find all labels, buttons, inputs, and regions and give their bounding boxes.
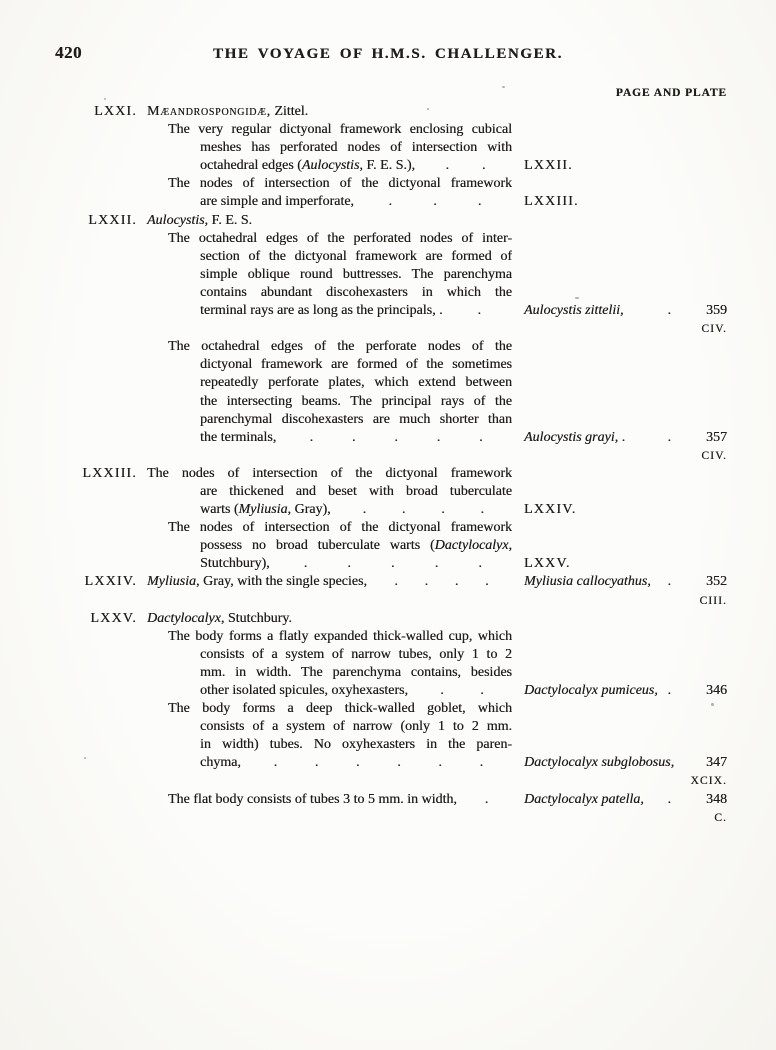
entry-text [147,483,512,501]
taxon-name: Dactylocalyx subglobosus, [524,755,675,771]
entry-text [147,139,512,157]
plate-number: C. [714,811,727,824]
entry-text [147,555,512,573]
index-line [0,754,776,772]
index-line [0,121,776,139]
text-segment: are simple and imperforate, [200,194,354,210]
text-segment: The octahedral edges of the perforated nodes of inter- [168,230,512,246]
cross-reference [524,501,674,519]
dot-leader: . . [440,683,484,698]
text-segment: Stutchbury), [200,556,270,572]
text-segment: the terminals, [200,429,277,445]
text-segment: are thickened and beset with broad tuberculate [200,483,512,499]
index-line [0,628,776,646]
index-line [0,791,776,809]
scan-speck [502,86,505,88]
entry-text [147,284,512,302]
plate-number: CIV. [701,323,727,336]
text-segment: The flat body consists of tubes 3 to 5 mm. in width, [168,791,457,807]
index-line [0,193,776,211]
text-segment: possess no broad tuberculate warts ( [200,538,435,554]
index-line [0,718,776,736]
index-line [0,212,776,230]
taxon-name: Myliusia callocyathus, [524,574,651,590]
separator-dot: . [667,429,671,445]
taxon-name: Dactylocalyx pumiceus, [524,683,658,698]
index-line [0,411,776,429]
text-segment: meshes has perforated nodes of intersection with [200,140,512,156]
index-line [0,230,776,248]
text-segment: section of the dictyonal framework are formed of [200,248,512,264]
text-segment: warts ( [200,502,239,518]
index-line [0,284,776,302]
dot-leader: . . . . . [309,429,483,445]
separator-dot: . [667,791,671,807]
entry-text [147,646,512,664]
page-number: 348 [706,791,727,807]
index-line [0,537,776,555]
cross-reference [524,157,674,175]
page-number: 346 [706,683,727,698]
text-segment: the intersecting beams. The principal rays of the [200,393,512,409]
index-line [0,393,776,411]
taxon-name: Dactylocalyx [147,610,221,626]
index-line [0,501,776,519]
text-segment: in width) tubes. No oxyhexasters in the paren- [200,737,512,753]
entry-text [147,103,512,121]
entry-text [147,501,512,519]
scan-speck [575,297,579,299]
text-segment: , Stutchbury. [220,610,292,626]
entry-text [147,791,512,809]
text-segment: The body forms a flatly expanded thick-walled cup, which [168,628,512,644]
text-segment: repeatedly perforate plates, which extend between [200,375,512,391]
index-line [0,664,776,682]
text-segment: , F. E. S.), [359,158,416,174]
index-line [0,157,776,175]
entry-text [147,573,512,591]
entry-text [147,664,512,682]
text-segment: , Gray), [287,502,331,518]
entry-text [147,175,512,193]
text-segment: LXXII. [524,158,573,174]
entry-text [147,393,512,411]
entry-text [147,302,512,320]
index-line [0,519,776,537]
text-segment: contains abundant discohexasters in which the [200,284,512,300]
entry-text [147,682,512,700]
entry-text [147,537,512,555]
entry-numeral: LXXV. [90,610,137,626]
dot-leader: . . . . . [303,556,482,572]
text-segment: parenchymal discohexasters are much shorter than [200,411,512,427]
text-segment: LXXIII. [524,194,579,210]
index-line [0,682,776,700]
index-line-plate [0,592,776,610]
index-line [0,248,776,266]
taxon-name: Aulocystis grayi, [524,429,619,445]
text-segment: mm. in width. The parenchyma contains, besides [200,664,512,680]
taxon-name: Aulocystis [301,158,360,174]
text-segment: consists of a system of narrow (only 1 to 2 mm. [200,719,512,735]
family-name: Mæandrospongidæ, [147,104,271,119]
text-segment: . [618,429,626,445]
text-segment: octahedral edges ( [200,158,302,174]
entry-numeral: LXXI. [94,104,137,119]
entry-text [147,700,512,718]
index-line-plate [0,320,776,338]
entry-text [147,718,512,736]
separator-dot: . [667,683,671,698]
text-segment: terminal rays are as long as the principals, . [200,303,443,319]
entry-text [147,212,512,230]
taxon-name: Aulocystis zittelii, [524,303,624,319]
scan-speck [84,757,86,759]
text-segment: Zittel. [270,104,309,119]
entry-text [147,736,512,754]
entry-text [147,193,512,211]
species-reference [524,682,674,700]
entry-text [147,248,512,266]
index-line [0,736,776,754]
entry-text [147,121,512,139]
cross-reference [524,193,674,211]
text-segment: The nodes of intersection of the dictyonal framework [168,520,512,536]
text-segment: The body forms a deep thick-walled goblet, which [168,701,512,717]
species-reference [524,429,674,447]
index-line [0,374,776,392]
cross-reference [524,555,674,573]
species-reference [524,573,674,591]
index-line [0,356,776,374]
page-number: 347 [706,755,727,771]
dot-leader: . [477,303,482,319]
entry-numeral: LXXIII. [82,465,137,481]
species-reference [524,791,674,809]
entry-text [147,374,512,392]
text-segment: , [508,538,512,554]
entry-text [147,266,512,284]
page-number: 352 [706,574,727,590]
dot-leader: . . [445,158,486,174]
column-header-page-and-plate: PAGE AND PLATE [615,87,727,99]
scan-speck [104,98,106,100]
dot-leader: . . . [388,194,482,210]
species-reference [524,754,674,772]
page-number: 357 [706,429,727,445]
dot-leader: . . . . . . [273,755,484,771]
entry-text [147,411,512,429]
entry-text [147,465,512,483]
index-line-plate [0,447,776,465]
index-line [0,555,776,573]
entry-text [147,519,512,537]
separator-dot: . [667,303,671,319]
index-line-plate [0,809,776,827]
entry-numeral: LXXII. [88,212,137,228]
text-segment: The octahedral edges of the perforate nodes of the [168,339,512,355]
text-segment: The nodes of intersection of the dictyonal framework [168,176,512,192]
scan-speck [711,703,714,706]
index-line [0,483,776,501]
index-line [0,700,776,718]
text-segment: dictyonal framework are formed of the sometimes [200,357,512,373]
index-line [0,429,776,447]
entry-text [147,157,512,175]
text-segment: chyma, [200,755,241,771]
index-line [0,338,776,356]
text-segment: , F. E. S. [204,212,253,228]
taxon-name: Dactylocalyx [434,538,509,554]
index-line [0,175,776,193]
index-line [0,465,776,483]
text-segment: other isolated spicules, oxyhexasters, [200,683,409,698]
text-segment: LXXV. [524,556,571,572]
plate-number: CIII. [699,594,727,607]
separator-dot: . [667,574,671,590]
species-reference [524,302,674,320]
taxon-name: Myliusia [147,574,196,590]
entry-text [147,429,512,447]
taxon-name: Myliusia [238,502,288,518]
running-title: THE VOYAGE OF H.M.S. CHALLENGER. [213,46,563,62]
text-segment: simple oblique round buttresses. The parenchyma [200,266,512,282]
entry-text [147,338,512,356]
text-segment: LXXIV. [524,502,577,518]
index-line-plate [0,772,776,790]
text-segment: The very regular dictyonal framework enclosing cubical [168,122,512,138]
entry-text [147,610,512,628]
dot-leader: . . . . [362,502,485,518]
index-line [0,302,776,320]
page-number-folio: 420 [55,43,82,62]
scan-speck [427,108,429,110]
entry-text [147,230,512,248]
index-list [0,103,776,827]
text-segment: , Gray, with the single species, [196,574,367,590]
index-line [0,646,776,664]
index-line [0,139,776,157]
index-line [0,610,776,628]
entry-text [147,754,512,772]
text-segment: The nodes of intersection of the dictyonal framework [147,465,512,481]
entry-numeral: LXXIV. [84,574,137,590]
page-number: 359 [706,303,727,319]
dot-leader: . . . . [394,574,489,590]
plate-number: XCIX. [690,775,727,788]
plate-number: CIV. [701,449,727,462]
index-line [0,103,776,121]
dot-leader: . [484,791,489,807]
taxon-name: Aulocystis [147,212,205,228]
taxon-name: Dactylocalyx patella, [524,791,644,807]
entry-text [147,628,512,646]
index-line [0,573,776,591]
text-segment: consists of a system of narrow tubes, only 1 to 2 [200,646,512,662]
index-line [0,266,776,284]
entry-text [147,356,512,374]
